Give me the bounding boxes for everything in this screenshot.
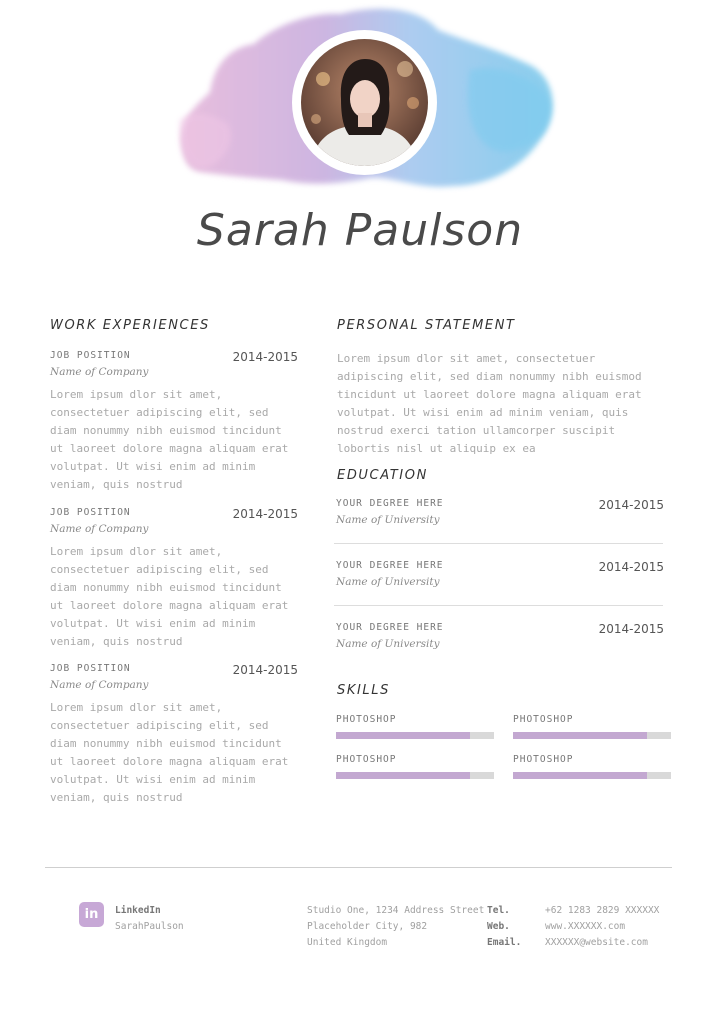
skill-item: [513, 754, 671, 779]
tel-value[interactable]: +62 1283 2829 XXXXXX: [545, 905, 660, 916]
email-value[interactable]: XXXXXX@website.com: [545, 937, 648, 948]
tel-label: Tel.: [487, 905, 510, 916]
job-description: Lorem ipsum dlor sit amet, consectetuer adipiscing elit, sed diam nonummy nibh euismod tincidunt ut laoreet dolore magna aliquam erat volutpat. Ut wisi enim ad minim veniam, quis nostrud: [50, 388, 289, 491]
skill-bar: [513, 772, 671, 779]
job-entry: [50, 507, 298, 651]
web-value[interactable]: www.XXXXXX.com: [545, 921, 626, 932]
job-dates: 2014-2015: [232, 350, 298, 364]
contact-labels: [487, 903, 521, 951]
job-entry: [50, 663, 298, 807]
address-line: Placeholder City, 982: [307, 921, 428, 932]
address-line: United Kingdom: [307, 937, 388, 948]
skill-bar-fill: [513, 732, 647, 739]
contact-values: [545, 903, 659, 951]
personal-statement-text: Lorem ipsum dlor sit amet, consectetuer adipiscing elit, sed diam nonummy nibh euismod tincidunt ut laoreet dolore magna aliquam erat volutpat. Ut wisi enim ad minim veniam, quis nostrud exerci tation ullamcorper suscipit lobortis nisl ut aliquip ex ea: [337, 352, 642, 455]
footer-divider: [45, 867, 672, 868]
job-position: JOB POSITION: [50, 507, 131, 518]
job-description: Lorem ipsum dlor sit amet, consectetuer adipiscing elit, sed diam nonummy nibh euismod tincidunt ut laoreet dolore magna aliquam erat volutpat. Ut wisi enim ad minim veniam, quis nostrud: [50, 545, 289, 648]
education-dates: 2014-2015: [598, 622, 664, 636]
linkedin-handle[interactable]: SarahPaulson: [115, 921, 184, 932]
skill-bar: [513, 732, 671, 739]
job-position: JOB POSITION: [50, 350, 131, 361]
degree-name: YOUR DEGREE HERE: [336, 622, 444, 633]
work-experiences-title: WORK EXPERIENCES: [50, 318, 210, 333]
address-line: Studio One, 1234 Address Street: [307, 905, 485, 916]
avatar: [301, 39, 428, 166]
web-label: Web.: [487, 921, 510, 932]
company-name: Name of Company: [50, 366, 149, 378]
company-name: Name of Company: [50, 523, 149, 535]
skills-title: SKILLS: [337, 683, 390, 698]
degree-name: YOUR DEGREE HERE: [336, 498, 444, 509]
company-name: Name of Company: [50, 679, 149, 691]
job-dates: 2014-2015: [232, 507, 298, 521]
address-block: [307, 903, 484, 951]
divider: [334, 543, 663, 544]
skill-label: PHOTOSHOP: [336, 714, 397, 725]
linkedin-label: LinkedIn: [115, 905, 161, 916]
education-dates: 2014-2015: [598, 560, 664, 574]
education-title: EDUCATION: [337, 468, 428, 483]
linkedin-block: [115, 903, 184, 935]
email-label: Email.: [487, 937, 522, 948]
education-entry: [336, 622, 664, 650]
education-entry: [336, 498, 664, 526]
job-position: JOB POSITION: [50, 663, 131, 674]
personal-statement-title: PERSONAL STATEMENT: [337, 318, 516, 333]
skill-label: PHOTOSHOP: [336, 754, 397, 765]
skill-item: [336, 714, 494, 739]
skill-label: PHOTOSHOP: [513, 754, 574, 765]
linkedin-icon[interactable]: in: [79, 902, 104, 927]
university-name: Name of University: [336, 576, 440, 588]
skill-bar-fill: [336, 772, 470, 779]
education-entry: [336, 560, 664, 588]
skill-bar-fill: [336, 732, 470, 739]
university-name: Name of University: [336, 514, 440, 526]
candidate-name: Sarah Paulson: [196, 205, 524, 256]
job-dates: 2014-2015: [232, 663, 298, 677]
skill-bar: [336, 772, 494, 779]
university-name: Name of University: [336, 638, 440, 650]
skill-bar-fill: [513, 772, 647, 779]
skill-bar: [336, 732, 494, 739]
job-entry: [50, 350, 298, 494]
skill-item: [336, 754, 494, 779]
degree-name: YOUR DEGREE HERE: [336, 560, 444, 571]
skill-item: [513, 714, 671, 739]
education-dates: 2014-2015: [598, 498, 664, 512]
job-description: Lorem ipsum dlor sit amet, consectetuer adipiscing elit, sed diam nonummy nibh euismod tincidunt ut laoreet dolore magna aliquam erat volutpat. Ut wisi enim ad minim veniam, quis nostrud: [50, 701, 289, 804]
skill-label: PHOTOSHOP: [513, 714, 574, 725]
divider: [334, 605, 663, 606]
